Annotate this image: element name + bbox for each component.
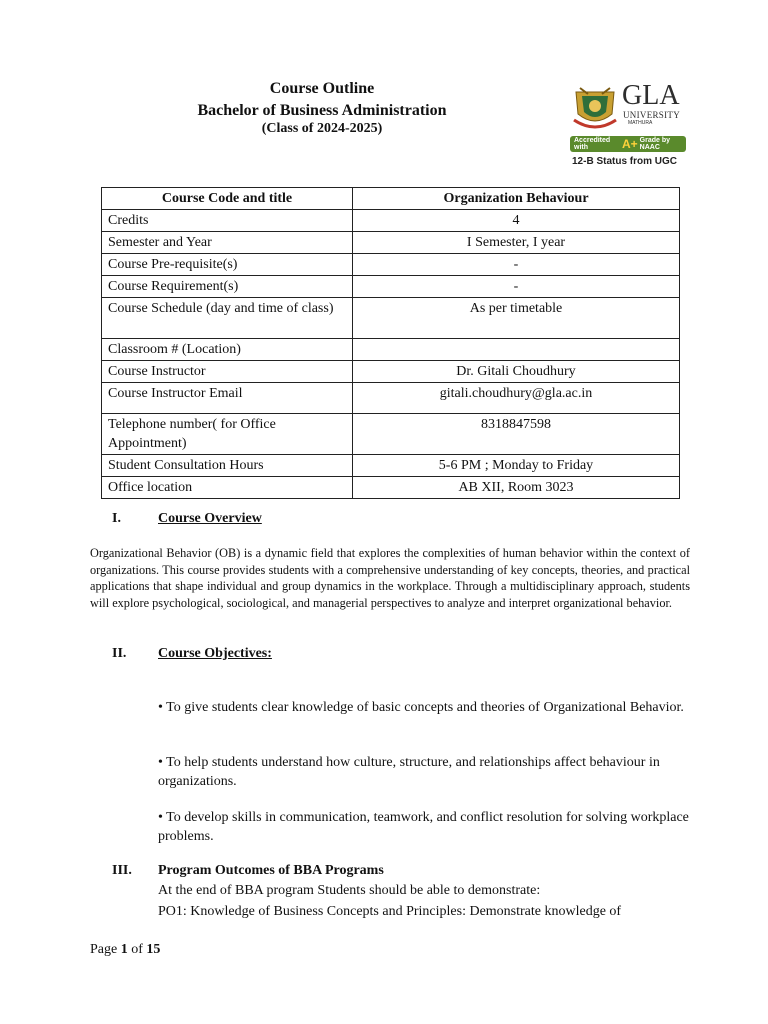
- section-number: III.: [112, 863, 132, 878]
- table-row: [102, 383, 680, 414]
- course-details-table: [101, 187, 680, 499]
- row-value: As per timetable: [353, 298, 680, 339]
- university-word: UNIVERSITY: [623, 110, 680, 120]
- document-title: Course Outline: [269, 80, 375, 97]
- table-row: [102, 477, 680, 499]
- table-row: [102, 254, 680, 276]
- program-title: Bachelor of Business Administration: [197, 102, 447, 119]
- row-value: -: [353, 276, 680, 298]
- naac-accreditation-badge: [570, 136, 686, 152]
- row-label: Course Requirement(s): [102, 276, 353, 298]
- page-of: of: [131, 942, 143, 957]
- row-label: Course Pre-requisite(s): [102, 254, 353, 276]
- table-row: [102, 414, 680, 455]
- row-label: Course Instructor Email: [102, 383, 353, 414]
- outcomes-intro: At the end of BBA program Students should be able to demonstrate:: [158, 883, 541, 898]
- university-emblem-icon: [572, 84, 618, 132]
- table-header-row: [102, 188, 680, 210]
- university-city: MATHURA: [628, 120, 653, 126]
- ugc-status: 12-B Status from UGC: [572, 156, 678, 167]
- header-value: Organization Behaviour: [353, 188, 680, 210]
- objective-item: • To give students clear knowledge of basic concepts and theories of Organizational Behavior.: [158, 700, 684, 715]
- section-heading-overview: Course Overview: [158, 511, 262, 526]
- row-value: 4: [353, 210, 680, 232]
- class-year: (Class of 2024-2025): [261, 121, 383, 136]
- row-value: 5-6 PM ; Monday to Friday: [353, 455, 680, 477]
- row-label: Course Instructor: [102, 361, 353, 383]
- row-label: Course Schedule (day and time of class): [102, 298, 353, 339]
- accreditation-prefix: Accredited with: [574, 137, 611, 151]
- table-row: [102, 298, 680, 339]
- row-label: Credits: [102, 210, 353, 232]
- header-label: Course Code and title: [102, 188, 353, 210]
- page-number: 1: [120, 942, 128, 957]
- row-label: Office location: [102, 477, 353, 499]
- page-number-footer: [90, 942, 160, 958]
- row-label: Semester and Year: [102, 232, 353, 254]
- section-heading-outcomes: Program Outcomes of BBA Programs: [158, 863, 384, 878]
- table-row: [102, 210, 680, 232]
- course-overview-paragraph: Organizational Behavior (OB) is a dynamic field that explores the complexities of human behavior within the context of organizations. This course provides students with a comprehensive understanding of key concepts, theories, and practical applications that shape individual and group dynamics in the workplace. Through a multidisciplinary approach, students will explore psychological, sociological, and managerial perspectives to analyze and interpret organizational behavior.: [90, 546, 690, 610]
- row-value: Dr. Gitali Choudhury: [353, 361, 680, 383]
- accreditation-suffix: Grade by NAAC: [639, 137, 671, 151]
- section-heading-objectives: Course Objectives:: [158, 646, 272, 661]
- row-value: [353, 339, 680, 361]
- accreditation-grade: A+: [621, 137, 638, 151]
- row-value: 8318847598: [353, 414, 680, 455]
- page-total: 15: [146, 942, 161, 957]
- row-value: I Semester, I year: [353, 232, 680, 254]
- row-value: AB XII, Room 3023: [353, 477, 680, 499]
- program-outcome-item: PO1: Knowledge of Business Concepts and Principles: Demonstrate knowledge of: [158, 904, 622, 919]
- instructor-email: gitali.choudhury@gla.ac.in: [353, 383, 680, 414]
- row-label: Telephone number( for Office Appointment): [102, 414, 353, 455]
- university-logo: [570, 80, 690, 170]
- row-label: Student Consultation Hours: [102, 455, 353, 477]
- row-label: Classroom # (Location): [102, 339, 353, 361]
- section-number: II.: [112, 646, 127, 661]
- section-number: I.: [112, 511, 121, 526]
- objective-item: • To develop skills in communication, teamwork, and conflict resolution for solving workplace problems.: [158, 810, 689, 844]
- table-row: [102, 455, 680, 477]
- table-row: [102, 276, 680, 298]
- row-value: -: [353, 254, 680, 276]
- page-prefix: Page: [90, 942, 118, 957]
- objective-item: • To help students understand how culture, structure, and relationships affect behaviour in organizations.: [158, 755, 660, 789]
- table-row: [102, 339, 680, 361]
- table-row: [102, 361, 680, 383]
- university-name: GLA: [622, 80, 680, 111]
- table-row: [102, 232, 680, 254]
